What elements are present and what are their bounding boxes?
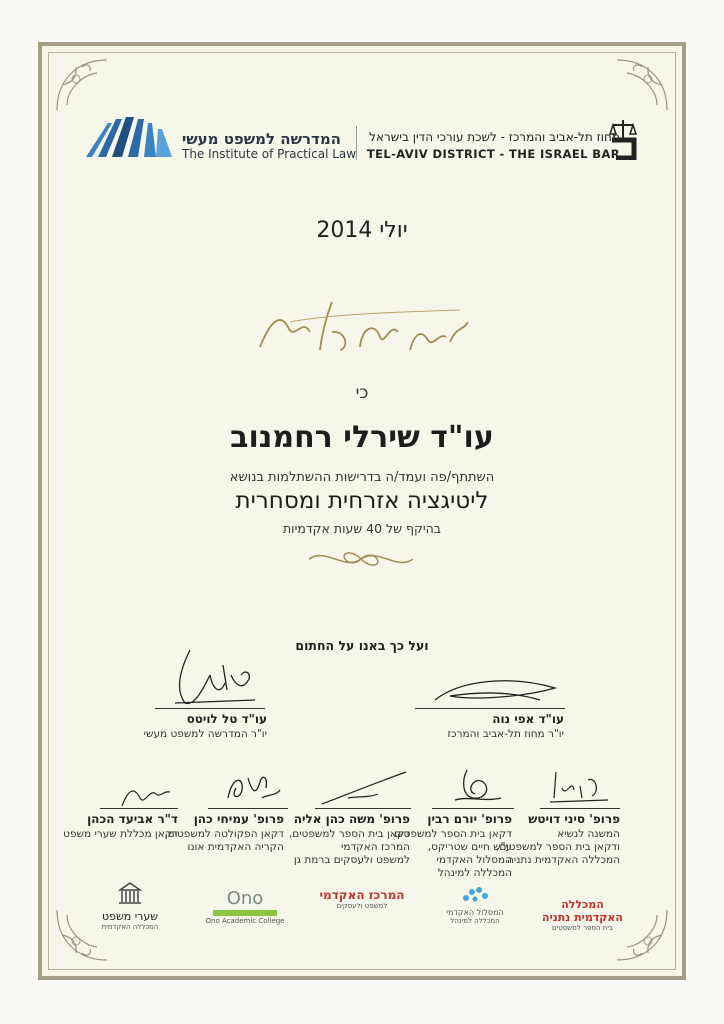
signatory-title-line: דקאן בית הספר למשפטים [394, 828, 512, 840]
signature-image [118, 780, 173, 810]
signatory-title-line: דקאן מכללת שערי משפט [63, 828, 178, 840]
signatory-title-line: ע"ש חיים שטריקס, [427, 841, 512, 854]
institute-name-english: The Institute of Practical Law [182, 147, 357, 161]
israel-bar-emblem-icon [608, 118, 638, 160]
signature-image [445, 766, 505, 808]
logo-subtext: המכללה האקדמית [101, 923, 159, 931]
signatory-title-line: הקריה האקדמית אונו [187, 841, 284, 854]
signatory-name: פרופ' סיני דויטש [528, 812, 620, 826]
signatory-name: פרופ' משה כהן אליה [293, 812, 410, 826]
signatory-title [63, 828, 178, 841]
logo-subtext: המכללה למינהל [450, 917, 500, 925]
logo-subtext: בית הספר למשפטים [552, 924, 613, 932]
signatory-name: עו"ד אפי נוה [492, 712, 564, 726]
signatory-title-line: דקאן הפקולטה למשפטים, [164, 828, 284, 840]
signatory-title [496, 828, 620, 867]
participation-text: השתתף/פה ועמד/ה בדרישות ההשתלמות בנושא [229, 470, 495, 485]
institute-name-hebrew: המדרשה למשפט מעשי [181, 130, 341, 148]
header-divider [356, 126, 357, 160]
logo-subtext: Ono Academic College [205, 917, 285, 925]
signatory-title-line: המרכז האקדמי [341, 841, 410, 854]
logo-bar [213, 910, 277, 916]
dots-icon [460, 884, 490, 904]
signatory-title-line: דקאן בית הספר למשפטים, [288, 828, 410, 840]
signature-line [540, 808, 620, 809]
signatory-name: עו"ד טל לויטס [186, 712, 267, 726]
signatory-title [289, 828, 410, 867]
signatory-title-line: ודקאן בית הספר למשפטים, [496, 841, 620, 854]
logo-text: Ono [226, 888, 264, 909]
signatory-title: יו"ר המדרשה למשפט מעשי [143, 728, 267, 740]
recipient-name: עו"ד שירלי רחמנוב [230, 420, 494, 455]
logo-text: המכללה האקדמית נתניה [542, 898, 623, 924]
signature-line [415, 708, 565, 709]
israel-bar-name-english: TEL-AVIV DISTRICT - THE ISRAEL BAR [366, 147, 620, 161]
logo-subtext: למשפט ולעסקים [336, 902, 388, 910]
logo-text: המרכז האקדמי [319, 888, 405, 902]
corner-ornament-icon [52, 55, 112, 115]
signature-line [432, 808, 514, 809]
sealed-statement: ועל כך באנו על החתום [295, 638, 429, 653]
signatory-title [394, 828, 512, 881]
building-icon [117, 880, 143, 906]
signature-image [548, 768, 610, 808]
logo-text: המסלול האקדמי [446, 908, 504, 917]
signature-line [315, 808, 411, 809]
signatory-title-line: המכללה למינהל [437, 867, 512, 880]
signatory-name: פרופ' עמיחי כהן [193, 812, 284, 826]
certificate-title-script [250, 292, 474, 362]
shaarei-mishpat-logo [95, 880, 165, 931]
netanya-college-logo [535, 898, 630, 932]
signature-image [430, 670, 560, 710]
signature-image [165, 645, 260, 710]
institute-logo-icon [86, 115, 174, 159]
course-hours: בהיקף של 40 שעות אקדמיות [282, 521, 442, 536]
signatory-title-line: המסלול האקדמי [436, 854, 512, 867]
signature-line [208, 808, 288, 809]
certificate-date: יולי 2014 [316, 218, 408, 243]
israel-bar-name-hebrew: מחוז תל-אביב והמרכז - לשכת עורכי הדין בישראל [369, 130, 620, 144]
signatory-title [164, 828, 284, 854]
flourish-ornament-icon [305, 545, 417, 573]
signatory-title: יו"ר מחוז תל-אביב והמרכז [447, 728, 564, 740]
academic-track-logo [435, 884, 515, 925]
signatory-name: ד"ר אביעד הכהן [87, 812, 178, 826]
signature-image [222, 768, 284, 808]
logo-text: שערי משפט [101, 910, 159, 923]
signature-line [155, 708, 265, 709]
academic-center-logo [318, 888, 406, 910]
signatory-title-line: למשפט ולעסקים ברמת גן [293, 854, 410, 867]
signature-line [100, 808, 178, 809]
signatory-name: פרופ' יורם רבין [427, 812, 512, 826]
signatory-title-line: המשנה לנשיא [557, 828, 620, 840]
certificate-ki: כי [355, 383, 369, 403]
signature-image [318, 768, 410, 808]
course-subject: ליטיגציה אזרחית ומסחרית [235, 488, 489, 514]
corner-ornament-icon [612, 55, 672, 115]
signatory-title-line: המכללה האקדמית נתניה [507, 854, 620, 867]
ono-college-logo [205, 888, 285, 925]
